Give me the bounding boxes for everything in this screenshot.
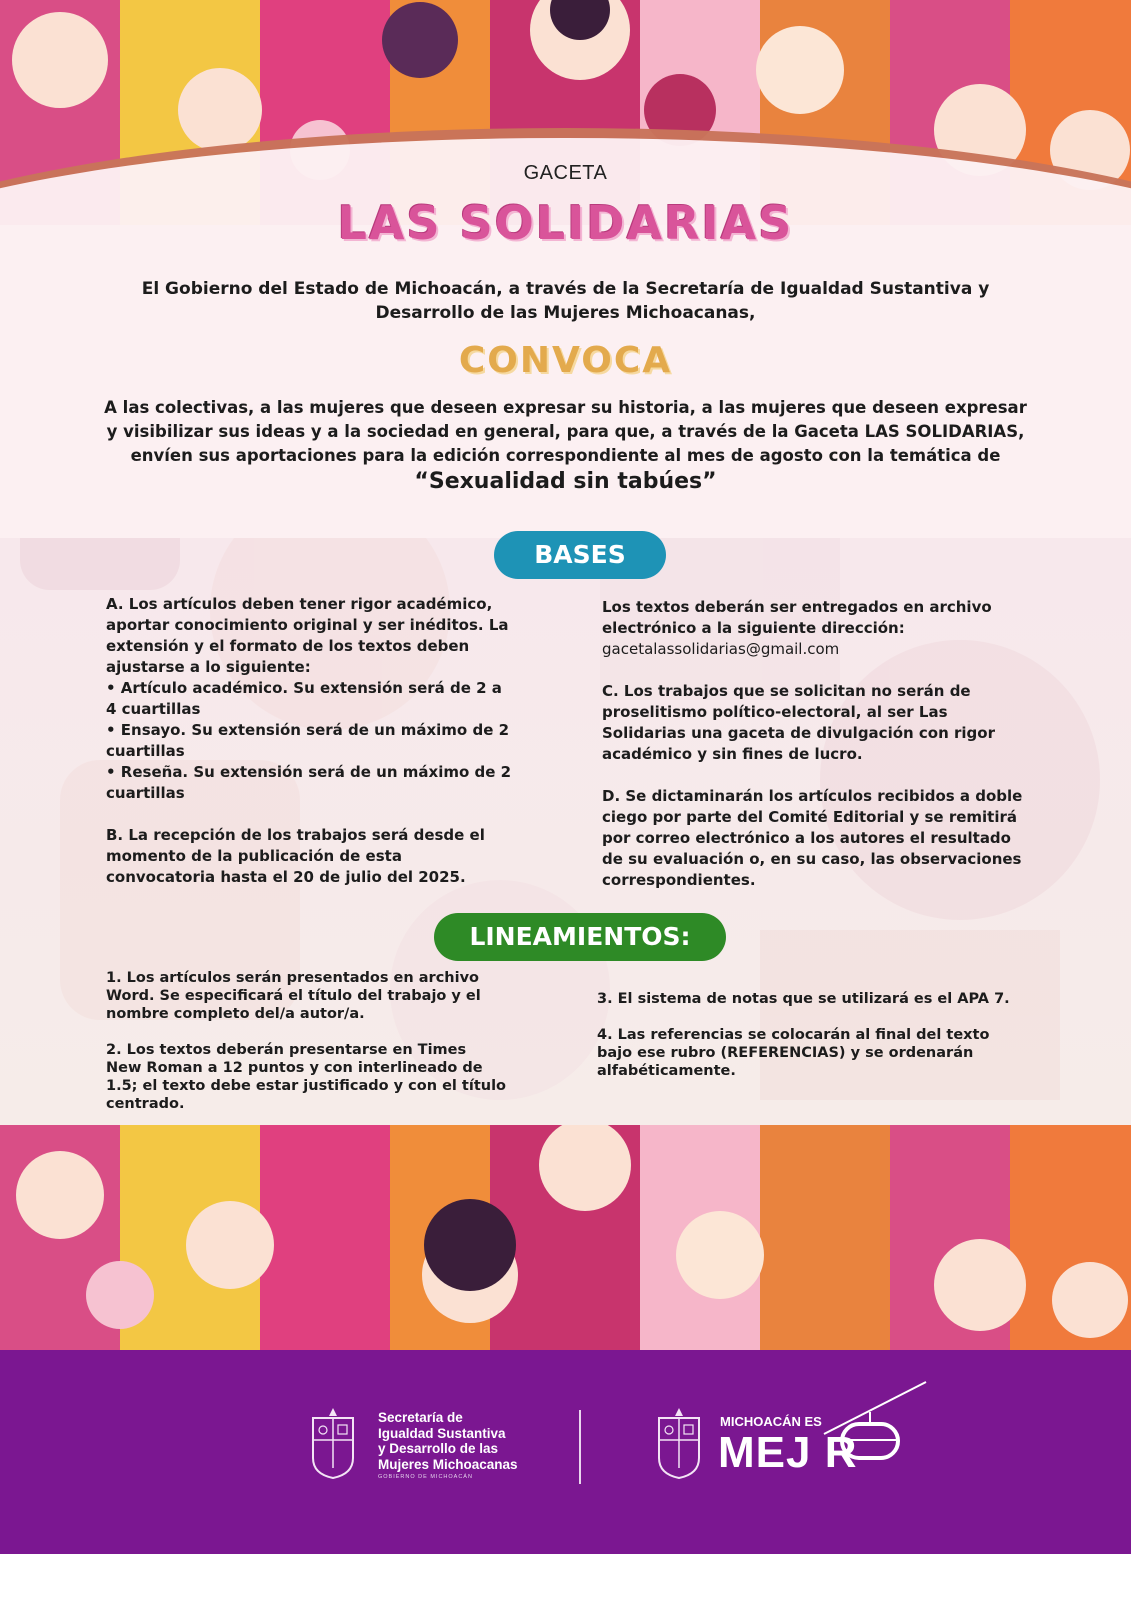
lineamientos-heading: LINEAMIENTOS: xyxy=(434,913,726,961)
publication-kicker: GACETA xyxy=(523,162,608,184)
base-a-item: • Ensayo. Su extensión será de un máximo de 2 cuartillas xyxy=(106,721,510,760)
secretaria-line: Secretaría de xyxy=(378,1410,463,1425)
gobierno-label: GOBIERNO DE MICHOACÁN xyxy=(378,1474,473,1480)
footer-bar xyxy=(0,1350,1131,1554)
state-shield-icon xyxy=(656,1408,702,1480)
bases-heading: BASES xyxy=(494,531,666,579)
base-a-item: • Artículo académico. Su extensión será de 2 a 4 cuartillas xyxy=(106,679,502,718)
lineamiento-item: 4. Las referencias se colocarán al final del texto bajo ese rubro (REFERENCIAS) y se ordenarán alfabéticamente. xyxy=(597,1027,990,1079)
secretaria-line: y Desarrollo de las xyxy=(378,1441,499,1456)
call-text: A las colectivas, a las mujeres que deseen expresar su historia, a las mujeres que deseen expresar y visibilizar sus ideas y a la sociedad en general, para que, a través de la Gaceta LAS SOLIDARIAS, envíen sus aportaciones para la edición correspondiente al mes de agosto con la temática de xyxy=(104,398,1027,465)
lineamiento-item: 1. Los artículos serán presentados en archivo Word. Se especificará el título del trabajo y el nombre completo del/a autor/a. xyxy=(106,970,481,1022)
base-d: D. Se dictaminarán los artículos recibidos a doble ciego por parte del Comité Editorial y se remitirá por correo electrónico a los autores el resultado de su evaluación o, en su caso, las observaciones correspondientes. xyxy=(602,787,1023,889)
bases-left-column xyxy=(106,594,516,909)
slogan-big: MEJ R xyxy=(718,1428,858,1477)
slogan-top: MICHOACÁN ES xyxy=(720,1414,822,1429)
base-b: B. La recepción de los trabajos será desde el momento de la publicación de esta convocatoria hasta el 20 de julio del 2025. xyxy=(106,826,485,886)
lineamientos-left-column xyxy=(106,969,506,1131)
intro-text: El Gobierno del Estado de Michoacán, a través de la Secretaría de Igualdad Sustantiva y Desarrollo de las Mujeres Michoacanas, xyxy=(141,279,990,323)
delivery-block xyxy=(602,597,1034,660)
footer-divider xyxy=(579,1410,581,1484)
cable-car-icon xyxy=(820,1378,930,1468)
secretaria-line: Mujeres Michoacanas xyxy=(378,1456,518,1472)
base-a-intro: A. Los artículos deben tener rigor académico, aportar conocimiento original y ser inéditos. La extensión y el formato de los textos deben ajustarse a lo siguiente: xyxy=(106,595,509,676)
publication-title: LAS SOLIDARIAS xyxy=(337,196,794,250)
bases-right-column xyxy=(602,597,1034,912)
email-link[interactable]: gacetalassolidarias@gmail.com xyxy=(602,640,840,658)
theme-title: “Sexualidad sin tabúes” xyxy=(414,469,717,494)
delivery-text: Los textos deberán ser entregados en archivo electrónico a la siguiente dirección: xyxy=(602,598,992,637)
convoca-heading: CONVOCA xyxy=(458,340,673,381)
secretaria-name xyxy=(378,1410,558,1472)
base-a-item: • Reseña. Su extensión será de un máximo de 2 cuartillas xyxy=(106,763,512,802)
base-c: C. Los trabajos que se solicitan no serán de proselitismo político-electoral, al ser Las Solidarias una gaceta de divulgación con rigor académico y sin fines de lucro. xyxy=(602,682,995,763)
lineamiento-item: 2. Los textos deberán presentarse en Times New Roman a 12 puntos y con interlineado de 1.5; el texto debe estar justificado y con el título centrado. xyxy=(106,1042,507,1112)
base-a xyxy=(106,594,516,804)
state-shield-icon xyxy=(310,1408,356,1480)
lineamiento-item: 3. El sistema de notas que se utilizará es el APA 7. xyxy=(597,991,1010,1007)
lineamientos-right-column xyxy=(597,990,1027,1098)
secretaria-line: Igualdad Sustantiva xyxy=(378,1425,506,1441)
